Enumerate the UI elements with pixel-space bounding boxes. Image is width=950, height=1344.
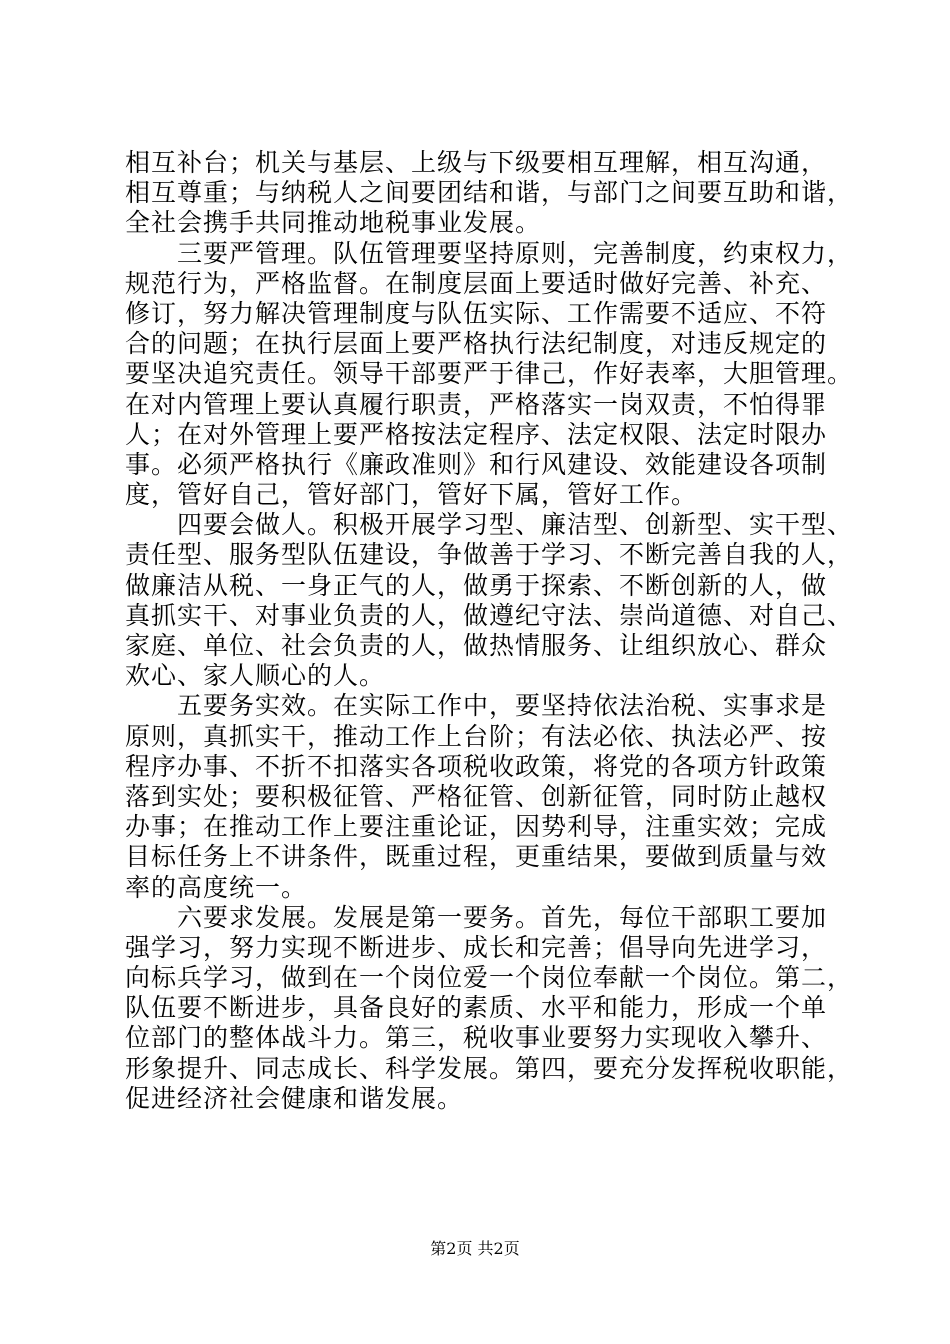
text-line: 在对内管理上要认真履行职责，严格落实一岗双责，不怕得罪 — [125, 389, 828, 419]
text-line: 队伍要不断进步，具备良好的素质、水平和能力，形成一个单 — [125, 993, 828, 1023]
text-line: 目标任务上不讲条件，既重过程，更重结果，要做到质量与效 — [125, 842, 828, 872]
text-line: 五要务实效。在实际工作中，要坚持依法治税、实事求是 — [125, 691, 828, 721]
text-line: 率的高度统一。 — [125, 872, 308, 902]
text-line: 位部门的整体战斗力。第三，税收事业要努力实现收入攀升、 — [125, 1023, 828, 1053]
text-line: 六要求发展。发展是第一要务。首先，每位干部职工要加 — [125, 902, 828, 932]
text-line: 规范行为，严格监督。在制度层面上要适时做好完善、补充、 — [125, 268, 828, 298]
text-line: 相互补台；机关与基层、上级与下级要相互理解，相互沟通， — [125, 148, 828, 177]
page-footer: 第2页 共2页 — [430, 1239, 520, 1258]
text-line: 家庭、单位、社会负责的人，做热情服务、让组织放心、群众 — [125, 631, 828, 660]
text-line: 办事；在推动工作上要注重论证，因势利导，注重实效；完成 — [125, 812, 828, 842]
text-line: 欢心、家人顺心的人。 — [125, 661, 386, 691]
text-line: 强学习，努力实现不断进步、成长和完善；倡导向先进学习， — [125, 932, 828, 962]
text-line: 相互尊重；与纳税人之间要团结和谐，与部门之间要互助和谐， — [125, 178, 854, 208]
text-line: 要坚决追究责任。领导干部要严于律己，作好表率，大胆管理。 — [125, 359, 854, 389]
text-line: 做廉洁从税、一身正气的人，做勇于探索、不断创新的人，做 — [125, 570, 828, 600]
text-line: 合的问题；在执行层面上要严格执行法纪制度，对违反规定的 — [125, 329, 828, 359]
text-line: 人；在对外管理上要严格按法定程序、法定权限、法定时限办 — [125, 419, 828, 449]
document-body — [125, 148, 854, 1114]
text-line: 落到实处；要积极征管、严格征管、创新征管，同时防止越权 — [125, 781, 828, 811]
text-line: 促进经济社会健康和谐发展。 — [125, 1083, 464, 1113]
text-line: 原则，真抓实干，推动工作上台阶；有法必依、执法必严、按 — [125, 721, 828, 751]
text-line: 形象提升、同志成长、科学发展。第四，要充分发挥税收职能， — [125, 1053, 854, 1083]
text-line: 三要严管理。队伍管理要坚持原则，完善制度，约束权力， — [125, 238, 854, 268]
text-line: 事。必须严格执行《廉政准则》和行风建设、效能建设各项制 — [125, 449, 828, 479]
text-line: 四要会做人。积极开展学习型、廉洁型、创新型、实干型、 — [125, 510, 854, 540]
text-line: 程序办事、不折不扣落实各项税收政策，将党的各项方针政策 — [125, 751, 828, 781]
text-line: 向标兵学习，做到在一个岗位爱一个岗位奉献一个岗位。第二， — [125, 963, 854, 993]
text-line: 真抓实干、对事业负责的人，做遵纪守法、崇尚道德、对自己、 — [125, 600, 854, 630]
text-line: 度，管好自己，管好部门，管好下属，管好工作。 — [125, 480, 698, 510]
text-line: 全社会携手共同推动地税事业发展。 — [125, 208, 542, 238]
text-line: 责任型、服务型队伍建设，争做善于学习、不断完善自我的人， — [125, 540, 854, 570]
text-line: 修订，努力解决管理制度与队伍实际、工作需要不适应、不符 — [125, 298, 828, 328]
